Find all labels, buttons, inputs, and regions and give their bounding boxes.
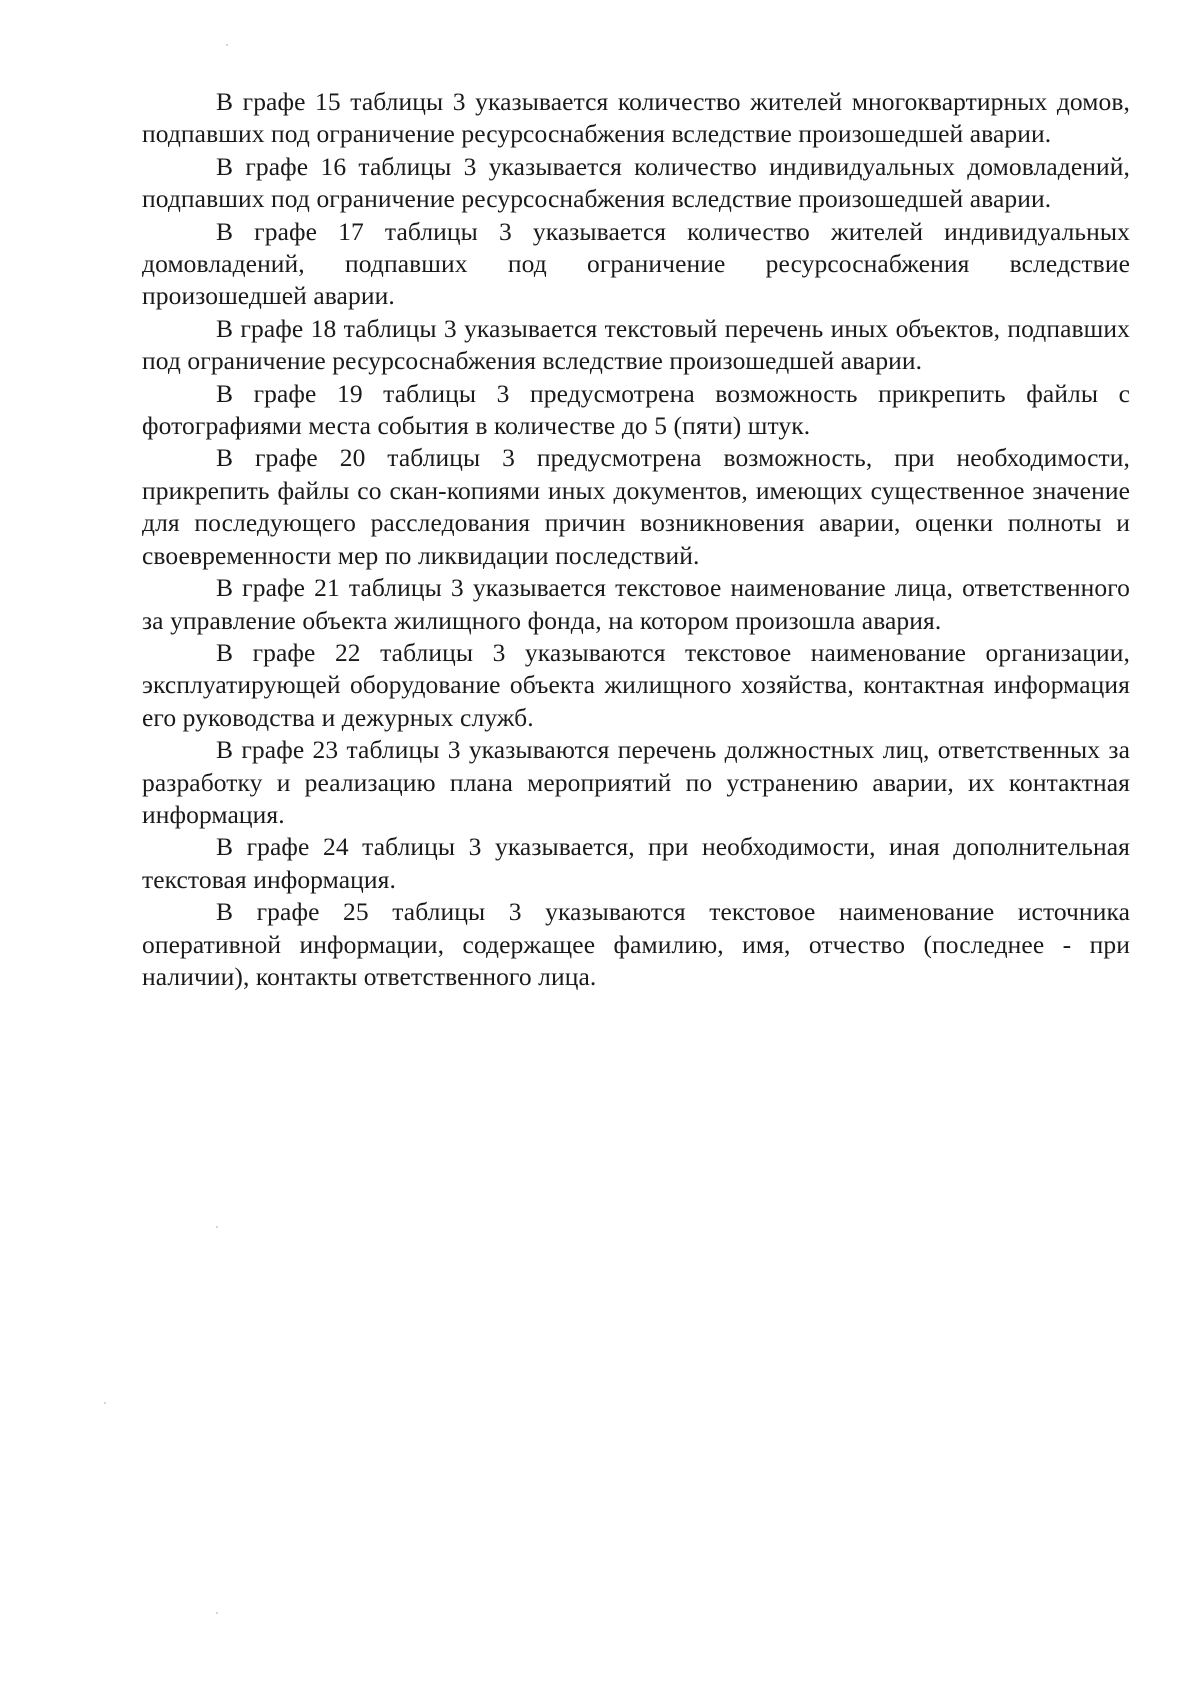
scan-speck: [216, 1226, 218, 1228]
paragraph-column-18: В графе 18 таблицы 3 указывается текстовый перечень иных объектов, подпавших под ограничение ресурсоснабжения вследствие произошедшей аварии.: [142, 313, 1130, 376]
paragraph-column-23: В графе 23 таблицы 3 указываются перечень должностных лиц, ответственных за разработку и реализацию плана мероприятий по устранению аварии, их контактная информация.: [142, 735, 1130, 829]
paragraph-column-15: В графе 15 таблицы 3 указывается количество жителей многоквартирных домов, подпавших под ограничение ресурсоснабжения вследствие произошедшей аварии.: [142, 87, 1130, 149]
document-body: [142, 86, 1130, 993]
paragraph-column-25: В графе 25 таблицы 3 указываются текстовое наименование источника оперативной информации, содержащее фамилию, имя, отчество (последнее - при наличии), контакты ответственного лица.: [142, 897, 1130, 991]
paragraph-column-24: В графе 24 таблицы 3 указывается, при необходимости, иная дополнительная текстовая информация.: [142, 832, 1130, 894]
paragraph-column-22: В графе 22 таблицы 3 указываются текстовое наименование организации, эксплуатирующей оборудование объекта жилищного хозяйства, контактная информация его руководства и дежурных служб.: [142, 637, 1130, 732]
paragraph-column-21: В графе 21 таблицы 3 указывается текстовое наименование лица, ответственного за управление объекта жилищного фонда, на котором произошла авария.: [142, 573, 1130, 635]
scan-speck: [104, 1402, 106, 1404]
scan-speck: [226, 44, 228, 46]
paragraph-column-17: В графе 17 таблицы 3 указывается количество жителей индивидуальных домовладений, подпавших под ограничение ресурсоснабжения вследствие произошедшей аварии.: [142, 216, 1130, 311]
paragraph-column-20: В графе 20 таблицы 3 предусмотрена возможность, при необходимости, прикрепить файлы со скан-копиями иных документов, имеющих существенное значение для последующего расследования причин возникновения аварии, оценки полноты и своевременности мер по ликвидации последствий.: [142, 443, 1130, 570]
paragraph-column-19: В графе 19 таблицы 3 предусмотрена возможность прикрепить файлы с фотографиями места события в количестве до 5 (пяти) штук.: [142, 378, 1130, 441]
scan-speck: [216, 1612, 218, 1614]
paragraph-column-16: В графе 16 таблицы 3 указывается количество индивидуальных домовладений, подпавших под ограничение ресурсоснабжения вследствие произошедшей аварии.: [142, 151, 1130, 214]
